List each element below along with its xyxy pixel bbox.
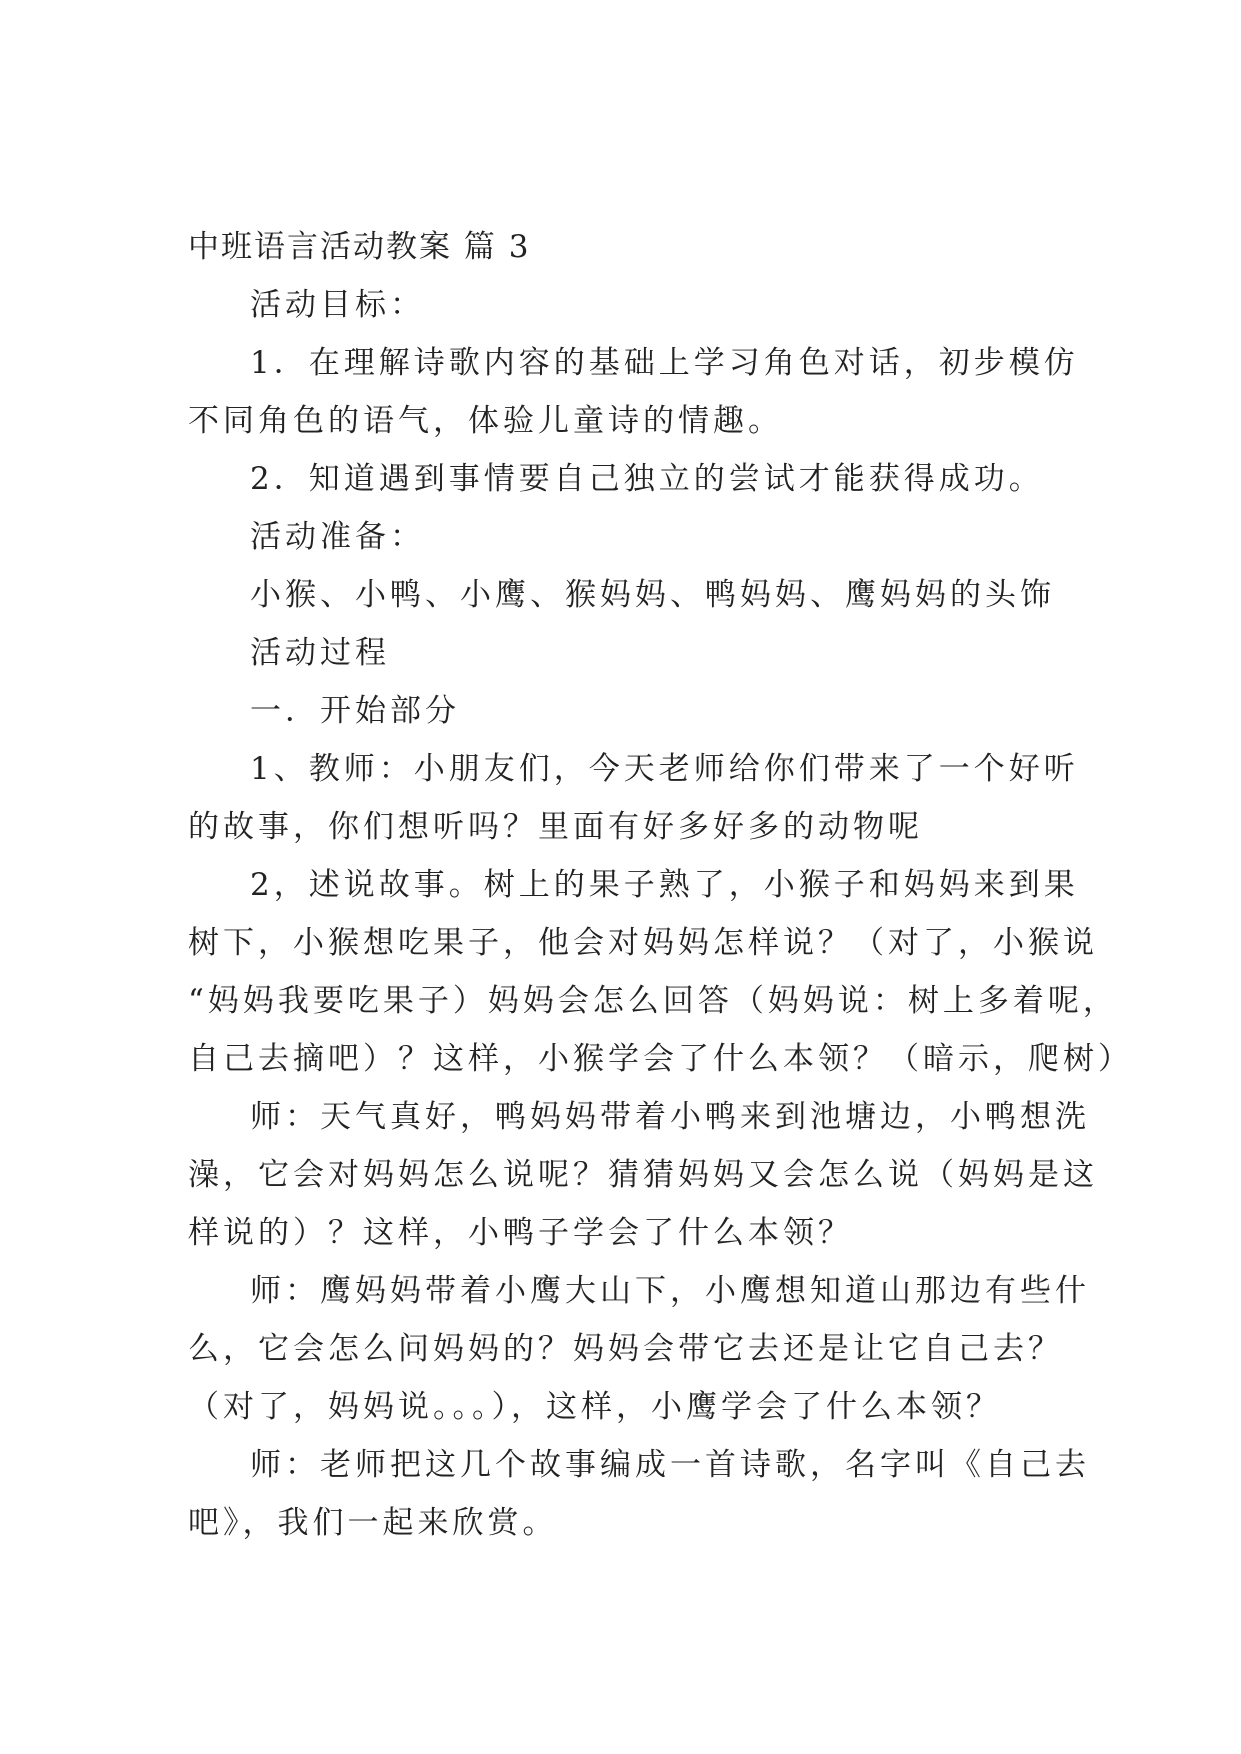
paragraph-line: 澡，它会对妈妈怎么说呢？猜猜妈妈又会怎么说（妈妈是这: [188, 1157, 1098, 1193]
goal-1-paragraph: [188, 334, 1079, 450]
prep-text: 小猴、小鸭、小鹰、猴妈妈、鸭妈妈、鹰妈妈的头饰: [250, 577, 1055, 613]
document-title: 中班语言活动教案 篇 3: [188, 229, 531, 265]
paragraph-line: 1．在理解诗歌内容的基础上学习角色对话，初步模仿: [250, 345, 1079, 381]
document-body: [188, 218, 1133, 1552]
paragraph-line: 不同角色的语气，体验儿童诗的情趣。: [188, 403, 783, 439]
paragraph-line: 吧》，我们一起来欣赏。: [188, 1505, 558, 1541]
goals-heading: 活动目标：: [250, 287, 425, 323]
goal-2-paragraph: 2．知道遇到事情要自己独立的尝试才能获得成功。: [250, 461, 1044, 497]
paragraph-line: 树下，小猴想吃果子，他会对妈妈怎样说？（对了，小猴说: [188, 925, 1098, 961]
paragraph-line: 1、教师：小朋友们，今天老师给你们带来了一个好听: [250, 751, 1079, 787]
part-1-heading: 一．开始部分: [250, 693, 460, 729]
paragraph-line: 自己去摘吧）？这样，小猴学会了什么本领？（暗示，爬树）: [188, 1041, 1133, 1077]
paragraph-line: （对了，妈妈说。。。），这样，小鹰学会了什么本领？: [188, 1389, 1001, 1425]
paragraph-line: “妈妈我要吃果子）妈妈会怎么回答（妈妈说：树上多着呢，: [188, 983, 1118, 1019]
paragraph-line: 师：天气真好，鸭妈妈带着小鸭来到池塘边，小鸭想洗: [250, 1099, 1090, 1135]
paragraph-line: 2，述说故事。树上的果子熟了，小猴子和妈妈来到果: [250, 867, 1079, 903]
process-heading: 活动过程: [250, 635, 390, 671]
poem-paragraph: [188, 1436, 1090, 1552]
step-1-paragraph: [188, 740, 1079, 856]
duck-paragraph: [188, 1088, 1098, 1262]
paragraph-line: 的故事，你们想听吗？里面有好多好多的动物呢: [188, 809, 923, 845]
paragraph-line: 师：鹰妈妈带着小鹰大山下，小鹰想知道山那边有些什: [250, 1273, 1090, 1309]
paragraph-line: 师：老师把这几个故事编成一首诗歌，名字叫《自己去: [250, 1447, 1090, 1483]
prep-heading: 活动准备：: [250, 519, 425, 555]
eagle-paragraph: [188, 1262, 1090, 1436]
paragraph-line: 么，它会怎么问妈妈的？妈妈会带它去还是让它自己去？: [188, 1331, 1063, 1367]
step-2-paragraph: [188, 856, 1133, 1088]
paragraph-line: 样说的）？这样，小鸭子学会了什么本领？: [188, 1215, 853, 1251]
